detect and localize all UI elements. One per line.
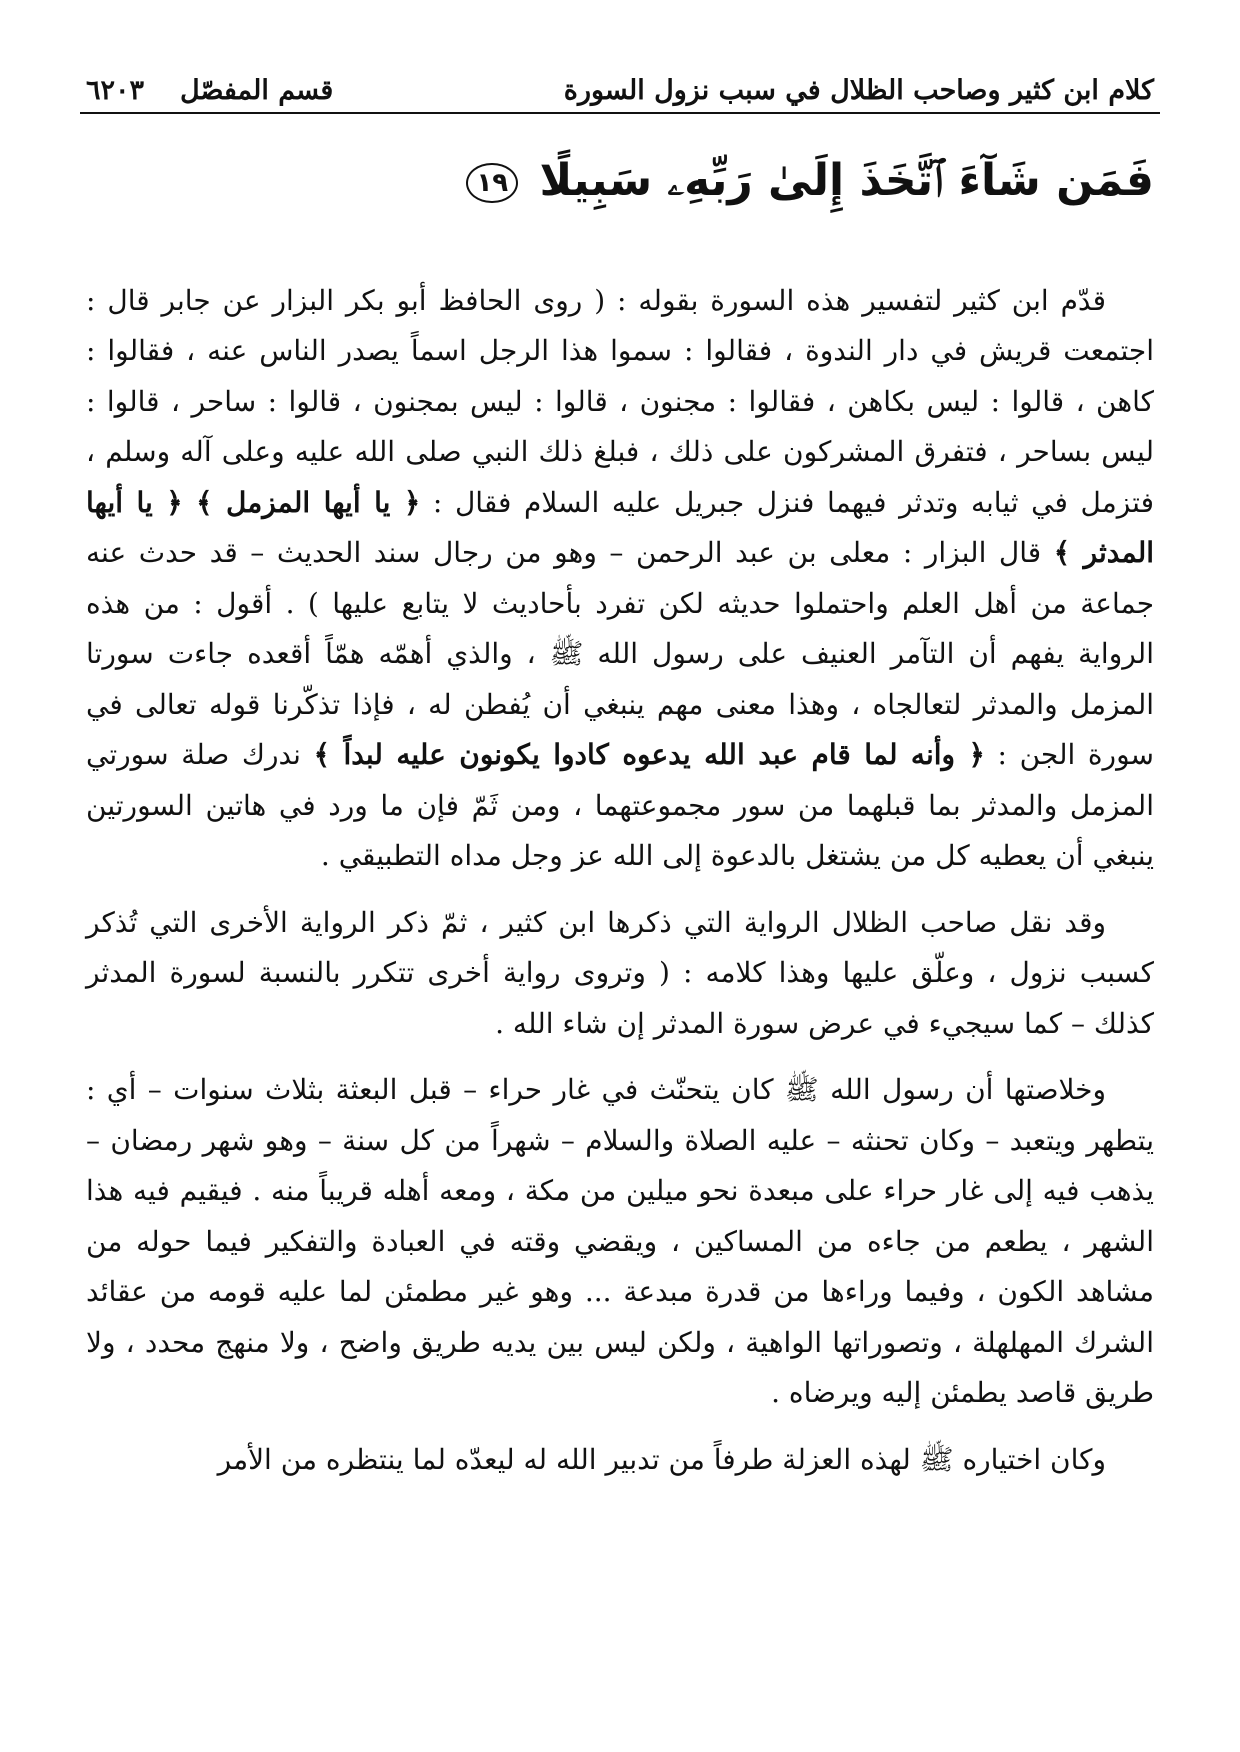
- text-run: وخلاصتها أن رسول الله ﷺ كان يتحنّث في غار حراء – قبل البعثة بثلاث سنوات – أي : يتطهر ويتعبد – وكان تحنثه – عليه الصلاة والسلام – شهراً من كل سنة – وهو شهر رمضان – يذهب فيه إلى غار حراء على مبعدة نحو ميلين من مكة ، ومعه أهله قريباً منه . فيقيم فيه هذا الشهر ، يطعم من جاءه من المساكين ، ويقضي وقته في العبادة والتفكير فيما حوله من مشاهد الكون ، وفيما وراءها من قدرة مبدعة ... وهو غير مطمئن لما عليه قومه من عقائد الشرك المهلهلة ، وتصوراتها الواهية ، ولكن ليس بين يديه طريق واضح ، ولا منهج محدد ، ولا طريق قاصد يطمئن إليه ويرضاه .: [86, 1073, 1154, 1410]
- verse-number-marker: ١٩: [466, 163, 518, 203]
- text-run: وقد نقل صاحب الظلال الرواية التي ذكرها ابن كثير ، ثمّ ذكر الرواية الأخرى التي تُذكر كسبب نزول ، وعلّق عليها وهذا كلامه : ( وتروى رواية أخرى تتكرر بالنسبة لسورة المدثر كذلك – كما سيجيء في عرض سورة المدثر إن شاء الله .: [86, 905, 1154, 1040]
- running-head: [80, 50, 1160, 106]
- section-name: قسم المفصّل: [180, 75, 334, 106]
- document-page: [80, 50, 1160, 1730]
- quran-quote: ﴿ يا أيها المزمل ﴾ ﴿ يا أيها المدثر ﴾: [86, 485, 1155, 570]
- quran-verse: [80, 150, 1160, 212]
- text-run: ندرك صلة سورتي المزمل والمدثر بما قبلهما من سور مجموعتهما ، ومن ثَمّ فإن ما ورد في هاتين السورتين ينبغي أن يعطيه كل من يشتغل بالدعوة إلى الله عز وجل مداه التطبيقي .: [86, 738, 1154, 873]
- page-number: ٦٢٠٣: [86, 75, 145, 106]
- paragraph-3: [80, 1065, 1160, 1419]
- chapter-title: كلام ابن كثير وصاحب الظلال في سبب نزول السورة: [563, 75, 1154, 106]
- text-run: قال البزار : معلى بن عبد الرحمن – وهو من رجال سند الحديث – قد حدث عنه جماعة من أهل العلم واحتملوا حديثه لكن تفرد بأحاديث لا يتابع عليها ) . أقول : من هذه الرواية يفهم أن التآمر العنيف على رسول الله ﷺ ، والذي أهمّه همّاً أقعده جاءت سورتا المزمل والمدثر لتعالجاه ، وهذا معنى مهم ينبغي أن يُفطن له ، فإذا تذكّرنا قوله تعالى في سورة الجن :: [86, 536, 1154, 772]
- paragraph-1: [80, 276, 1160, 882]
- text-run: قدّم ابن كثير لتفسير هذه السورة بقوله : ( روى الحافظ أبو بكر البزار عن جابر قال : اجتمعت قريش في دار الندوة ، فقالوا : سموا هذا الرجل اسماً يصدر الناس عنه ، فقالوا : كاهن ، قالوا : ليس بكاهن ، فقالوا : مجنون ، قالوا : ليس بمجنون ، قالوا : ساحر ، قالوا : ليس بساحر ، فتفرق المشركون على ذلك ، فبلغ ذلك النبي صلى الله عليه وعلى آله وسلم ، فتزمل في ثيابه وتدثر فيهما فنزل جبريل عليه السلام فقال :: [86, 283, 1154, 519]
- running-head-left: [86, 75, 333, 106]
- quran-quote: ﴿ وأنه لما قام عبد الله يدعوه كادوا يكونون عليه لبداً ﴾: [313, 738, 985, 772]
- paragraph-2: [80, 898, 1160, 1050]
- text-run: وكان اختياره ﷺ لهذه العزلة طرفاً من تدبير الله له ليعدّه لما ينتظره من الأمر: [217, 1442, 1106, 1476]
- header-rule: [80, 112, 1160, 114]
- paragraph-4: [80, 1435, 1160, 1486]
- verse-text: فَمَن شَآءَ ٱتَّخَذَ إِلَىٰ رَبِّهِۦ سَبِيلًا: [539, 155, 1154, 206]
